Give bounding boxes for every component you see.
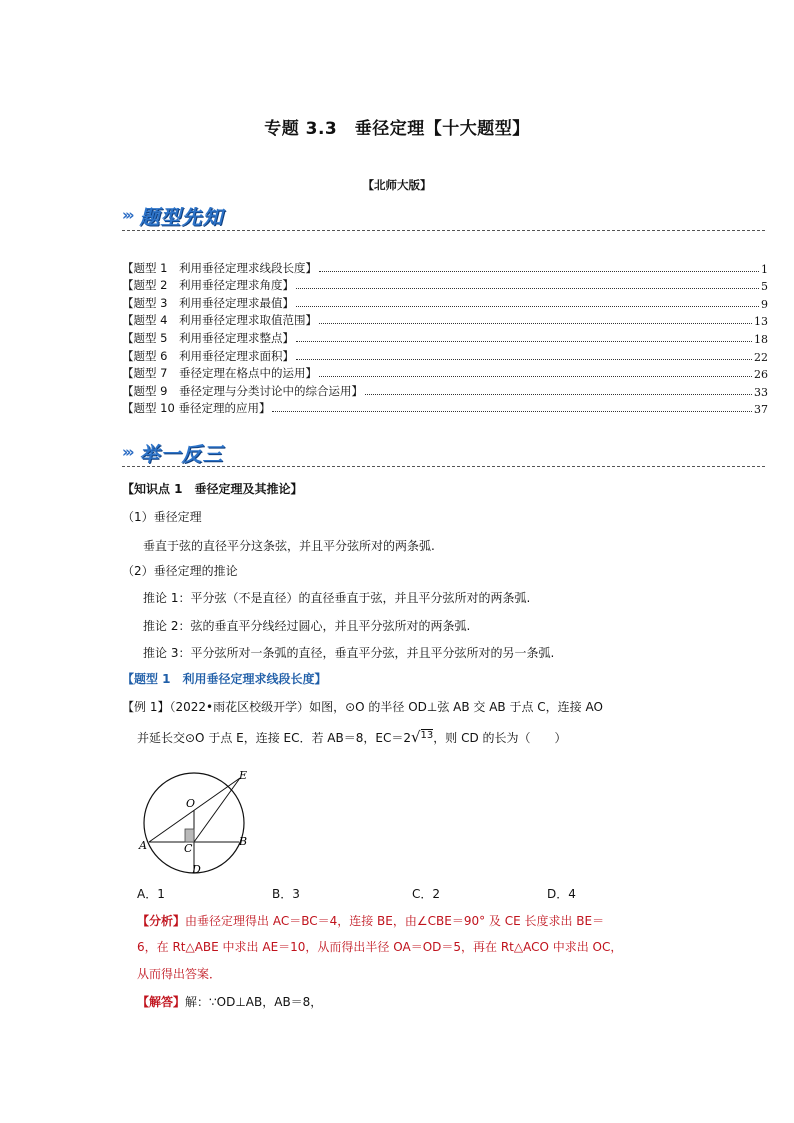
toc-item[interactable] (122, 258, 768, 276)
divider (122, 230, 765, 231)
label-c: C (184, 842, 193, 855)
toc-label: 【题型 6 利用垂径定理求面积】 (122, 348, 294, 363)
sqrt-symbol: √ (410, 728, 421, 746)
banner-question-preview (122, 200, 224, 230)
toc-item[interactable] (122, 381, 768, 399)
toc-page-number: 5 (761, 280, 768, 294)
section-title: （1）垂径定理 (122, 510, 202, 524)
toc-item[interactable] (122, 311, 768, 329)
toc-item[interactable] (122, 328, 768, 346)
choice-a[interactable]: A．1 (137, 887, 165, 901)
table-of-contents (122, 258, 768, 416)
toc-leader (319, 323, 752, 324)
example-line-1: 【例 1】（2022•雨花区校级开学）如图，⊙O 的半径 OD⊥弦 AB 交 AB 于点 C，连接 AO (122, 700, 603, 714)
triple-arrow-icon: ››› (122, 443, 132, 461)
theorem-text: 垂直于弦的直径平分这条弦，并且平分弦所对的两条弧. (143, 539, 435, 553)
edition-subtitle: 【北师大版】 (362, 178, 432, 192)
toc-label: 【题型 7 垂径定理在格点中的运用】 (122, 366, 317, 381)
corollary-3: 推论 3：平分弦所对一条弧的直径，垂直平分弦，并且平分弦所对的另一条弧. (143, 646, 555, 660)
solution-tag: 【解答】 (137, 995, 186, 1009)
choice-d[interactable]: D．4 (547, 887, 576, 901)
toc-item[interactable] (122, 276, 768, 294)
toc-leader (296, 359, 752, 360)
toc-label: 【题型 1 利用垂径定理求线段长度】 (122, 260, 317, 275)
toc-label: 【题型 2 利用垂径定理求角度】 (122, 278, 294, 293)
example-text: ，则 CD 的长为（ ） (433, 731, 567, 745)
label-o: O (186, 797, 196, 810)
toc-label: 【题型 10 垂径定理的应用】 (122, 401, 271, 416)
divider (122, 466, 765, 467)
triple-arrow-icon: ››› (122, 206, 132, 224)
toc-page-number: 18 (754, 332, 768, 346)
toc-page-number: 22 (754, 350, 768, 364)
toc-label: 【题型 4 利用垂径定理求取值范围】 (122, 313, 317, 328)
example-line-2 (137, 728, 567, 746)
toc-page-number: 9 (761, 297, 768, 311)
banner-title: 举一反三 (139, 441, 224, 466)
analysis-text: 由垂径定理得出 AC＝BC＝4，连接 BE，由∠CBE＝90° 及 CE 长度求出 BE＝ (185, 914, 605, 928)
toc-leader (296, 306, 759, 307)
right-angle-mark (185, 829, 194, 842)
label-e: E (239, 769, 248, 782)
circle-diagram (136, 765, 266, 880)
question-type-heading: 【题型 1 利用垂径定理求线段长度】 (122, 672, 327, 686)
toc-label: 【题型 9 垂径定理与分类讨论中的综合运用】 (122, 383, 363, 398)
analysis-tag: 【分析】 (137, 914, 186, 928)
toc-page-number: 26 (754, 368, 768, 382)
toc-item[interactable] (122, 399, 768, 417)
knowledge-heading: 【知识点 1 垂径定理及其推论】 (122, 482, 303, 496)
banner-examples (122, 437, 224, 467)
banner-title: 题型先知 (139, 204, 224, 229)
section-title: （2）垂径定理的推论 (122, 564, 238, 578)
sqrt-radicand: 13 (420, 730, 434, 741)
analysis-line-1 (137, 912, 604, 929)
toc-leader (319, 376, 752, 377)
toc-leader (296, 341, 752, 342)
analysis-line-2: 6，在 Rt△ABE 中求出 AE＝10，从而得出半径 OA＝OD＝5，再在 Rt△ACO 中求出 OC， (137, 940, 623, 954)
toc-page-number: 37 (754, 403, 768, 417)
corollary-2: 推论 2：弦的垂直平分线经过圆心，并且平分弦所对的两条弧. (143, 619, 471, 633)
example-text: 并延长交⊙O 于点 E，连接 EC．若 AB＝8，EC＝2 (137, 731, 411, 745)
toc-leader (319, 271, 759, 272)
analysis-line-3: 从而得出答案． (137, 967, 222, 981)
toc-item[interactable] (122, 346, 768, 364)
solution-line (137, 993, 322, 1010)
line-ec (194, 778, 240, 842)
solution-text: 解：∵OD⊥AB，AB＝8， (185, 995, 323, 1009)
toc-label: 【题型 5 利用垂径定理求整点】 (122, 330, 294, 345)
toc-leader (365, 394, 752, 395)
page-title: 专题 3.3 垂径定理【十大题型】 (264, 119, 530, 139)
toc-page-number: 1 (761, 262, 768, 276)
choice-b[interactable]: B．3 (272, 887, 300, 901)
toc-item[interactable] (122, 364, 768, 382)
toc-leader (272, 411, 752, 412)
label-b: B (239, 835, 248, 848)
toc-leader (296, 288, 759, 289)
toc-page-number: 33 (754, 385, 768, 399)
label-d: D (192, 863, 201, 876)
toc-label: 【题型 3 利用垂径定理求最值】 (122, 295, 294, 310)
corollary-1: 推论 1：平分弦（不是直径）的直径垂直于弦，并且平分弦所对的两条弧. (143, 591, 531, 605)
choice-c[interactable]: C．2 (412, 887, 441, 901)
toc-page-number: 13 (754, 315, 768, 329)
label-a: A (139, 839, 147, 852)
toc-item[interactable] (122, 293, 768, 311)
